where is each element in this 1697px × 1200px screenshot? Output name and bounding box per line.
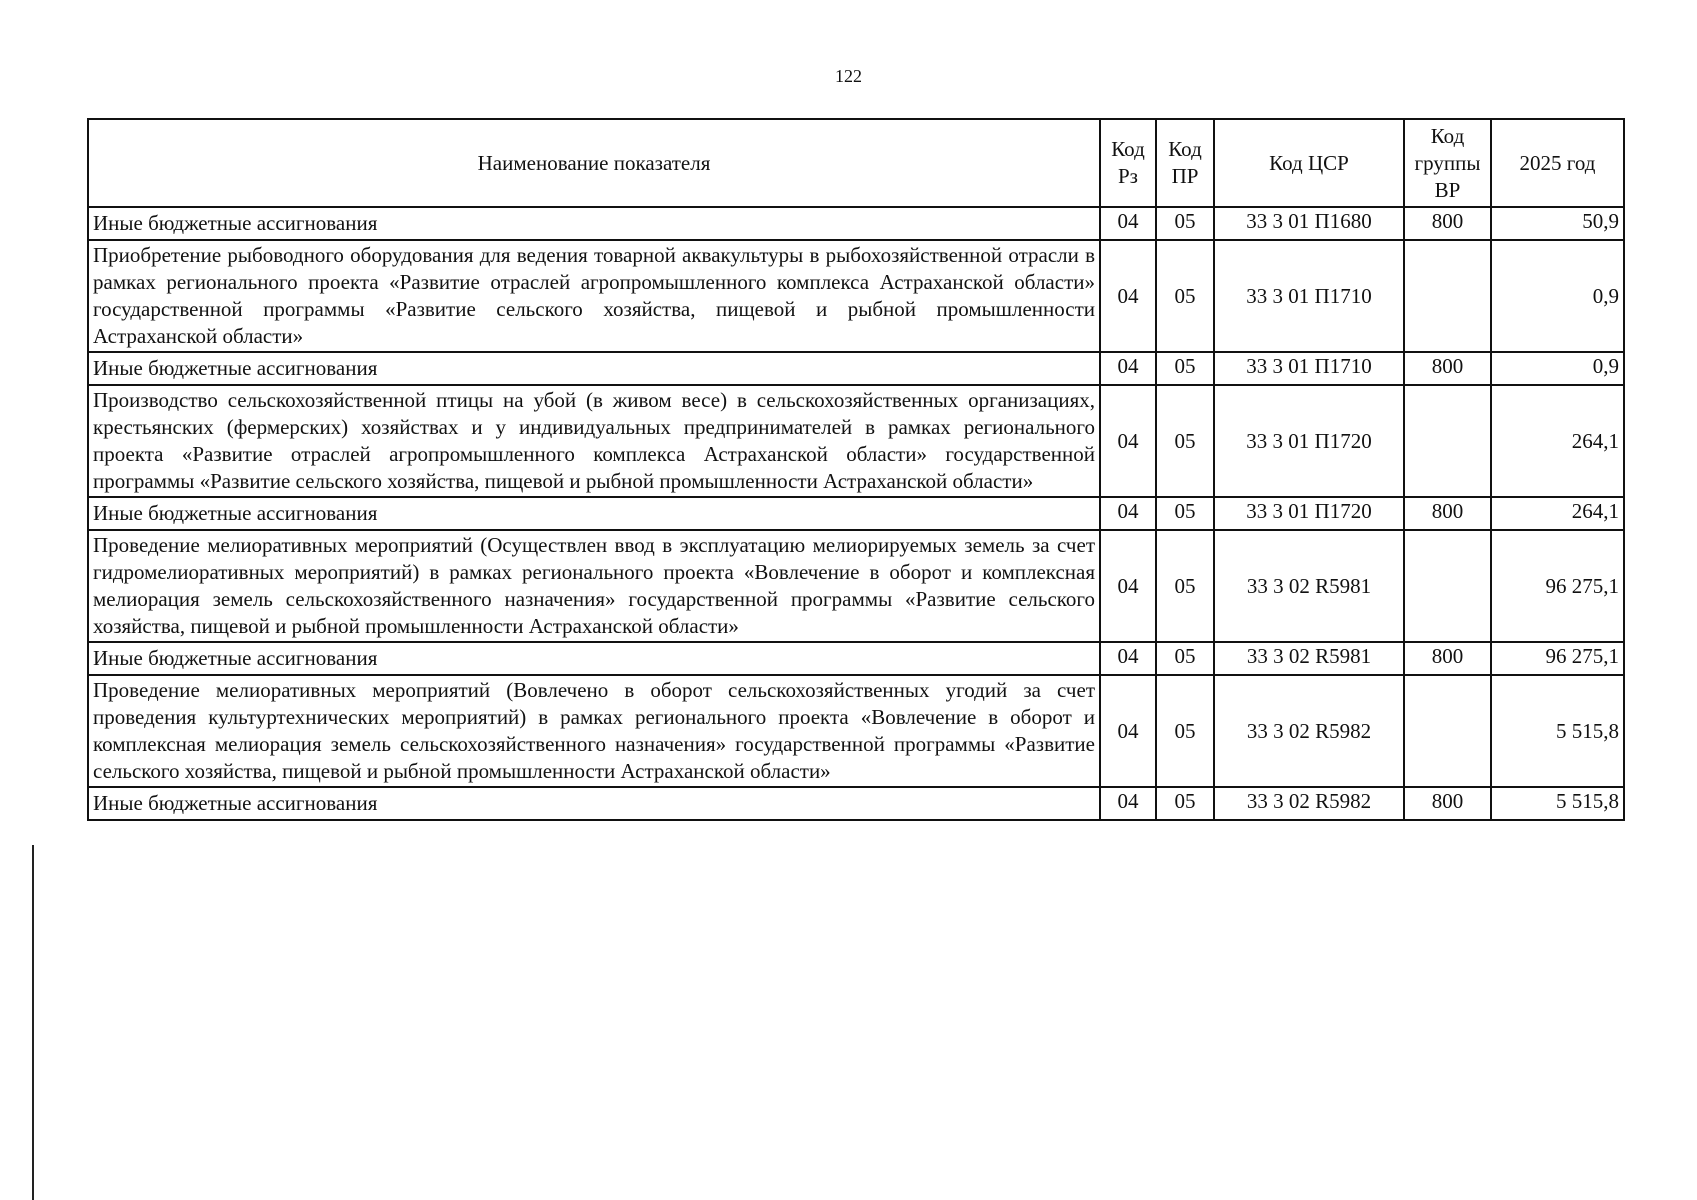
row-pr: 05 — [1156, 240, 1214, 352]
row-csr: 33 3 02 R5981 — [1214, 530, 1404, 642]
table-row — [88, 530, 1624, 642]
header-rz: Код Рз — [1100, 119, 1156, 207]
row-name: Приобретение рыбоводного оборудования для ведения товарной аквакультуры в рыбохозяйственной отрасли в рамках регионального проекта «Развитие отраслей агропромышленного комплекса Астраханской области» государственной программы «Развитие сельского хозяйства, пищевой и рыбной промышленности Астраханской области» — [88, 240, 1100, 352]
table-row — [88, 787, 1624, 820]
row-rz: 04 — [1100, 497, 1156, 530]
table-row — [88, 497, 1624, 530]
table-row — [88, 642, 1624, 675]
row-name: Иные бюджетные ассигнования — [88, 497, 1100, 530]
header-name: Наименование показателя — [88, 119, 1100, 207]
row-pr: 05 — [1156, 385, 1214, 497]
row-amount: 5 515,8 — [1491, 787, 1624, 820]
row-vr: 800 — [1404, 497, 1491, 530]
row-vr: 800 — [1404, 352, 1491, 385]
row-vr — [1404, 240, 1491, 352]
row-csr: 33 3 01 П1710 — [1214, 352, 1404, 385]
row-csr: 33 3 01 П1710 — [1214, 240, 1404, 352]
table-row — [88, 240, 1624, 352]
page-number: 122 — [835, 66, 862, 86]
row-name: Иные бюджетные ассигнования — [88, 787, 1100, 820]
row-csr: 33 3 02 R5982 — [1214, 675, 1404, 787]
row-csr: 33 3 01 П1720 — [1214, 497, 1404, 530]
table-row — [88, 352, 1624, 385]
row-name: Проведение мелиоративных мероприятий (Осуществлен ввод в эксплуатацию мелиорируемых земель за счет гидромелиоративных мероприятий) в рамках регионального проекта «Вовлечение в оборот и комплексная мелиорация земель сельскохозяйственного назначения» государственной программы «Развитие сельского хозяйства, пищевой и рыбной промышленности Астраханской области» — [88, 530, 1100, 642]
header-year: 2025 год — [1491, 119, 1624, 207]
row-vr: 800 — [1404, 642, 1491, 675]
row-rz: 04 — [1100, 642, 1156, 675]
row-amount: 264,1 — [1491, 497, 1624, 530]
row-amount: 0,9 — [1491, 352, 1624, 385]
row-vr: 800 — [1404, 207, 1491, 240]
scan-edge-line — [32, 845, 34, 1200]
row-rz: 04 — [1100, 352, 1156, 385]
table-row — [88, 675, 1624, 787]
row-name: Производство сельскохозяйственной птицы на убой (в живом весе) в сельскохозяйственных организациях, крестьянских (фермерских) хозяйствах и у индивидуальных предпринимателей в рамках регионального проекта «Развитие отраслей агропромышленного комплекса Астраханской области» государственной программы «Развитие сельского хозяйства, пищевой и рыбной промышленности Астраханской области» — [88, 385, 1100, 497]
row-rz: 04 — [1100, 385, 1156, 497]
row-rz: 04 — [1100, 207, 1156, 240]
row-pr: 05 — [1156, 787, 1214, 820]
table-row — [88, 207, 1624, 240]
row-pr: 05 — [1156, 642, 1214, 675]
row-csr: 33 3 02 R5982 — [1214, 787, 1404, 820]
row-csr: 33 3 01 П1680 — [1214, 207, 1404, 240]
row-name: Проведение мелиоративных мероприятий (Вовлечено в оборот сельскохозяйственных угодий за счет проведения культуртехнических мероприятий) в рамках регионального проекта «Вовлечение в оборот и комплексная мелиорация земель сельскохозяйственного назначения» государственной программы «Развитие сельского хозяйства, пищевой и рыбной промышленности Астраханской области» — [88, 675, 1100, 787]
row-csr: 33 3 01 П1720 — [1214, 385, 1404, 497]
header-csr: Код ЦСР — [1214, 119, 1404, 207]
row-rz: 04 — [1100, 787, 1156, 820]
row-amount: 0,9 — [1491, 240, 1624, 352]
row-amount: 96 275,1 — [1491, 530, 1624, 642]
row-pr: 05 — [1156, 207, 1214, 240]
row-vr: 800 — [1404, 787, 1491, 820]
header-pr: Код ПР — [1156, 119, 1214, 207]
row-rz: 04 — [1100, 530, 1156, 642]
table-header-row — [88, 119, 1624, 207]
row-pr: 05 — [1156, 497, 1214, 530]
row-rz: 04 — [1100, 675, 1156, 787]
row-name: Иные бюджетные ассигнования — [88, 642, 1100, 675]
row-name: Иные бюджетные ассигнования — [88, 207, 1100, 240]
row-rz: 04 — [1100, 240, 1156, 352]
table-row — [88, 385, 1624, 497]
row-vr — [1404, 385, 1491, 497]
row-pr: 05 — [1156, 352, 1214, 385]
row-amount: 264,1 — [1491, 385, 1624, 497]
row-pr: 05 — [1156, 530, 1214, 642]
row-amount: 96 275,1 — [1491, 642, 1624, 675]
row-vr — [1404, 530, 1491, 642]
row-vr — [1404, 675, 1491, 787]
row-pr: 05 — [1156, 675, 1214, 787]
row-csr: 33 3 02 R5981 — [1214, 642, 1404, 675]
budget-table — [87, 118, 1625, 821]
row-name: Иные бюджетные ассигнования — [88, 352, 1100, 385]
header-vr: Код группы ВР — [1404, 119, 1491, 207]
row-amount: 50,9 — [1491, 207, 1624, 240]
row-amount: 5 515,8 — [1491, 675, 1624, 787]
